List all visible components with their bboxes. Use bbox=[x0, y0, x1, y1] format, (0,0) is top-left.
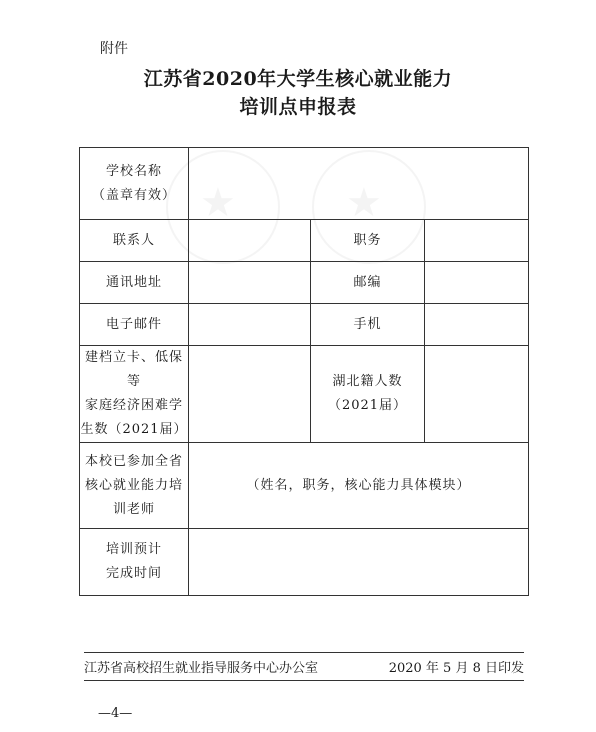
poor-students-field[interactable] bbox=[189, 346, 311, 443]
phone-field[interactable] bbox=[425, 304, 529, 346]
poor-students-label: 建档立卡、低保等 家庭经济困难学 生数（2021届） bbox=[80, 346, 189, 443]
email-field[interactable] bbox=[189, 304, 311, 346]
document-subtitle: 培训点申报表 bbox=[239, 96, 357, 118]
trainers-field[interactable]: （姓名，职务，核心能力具体模块） bbox=[189, 443, 529, 529]
address-label: 通讯地址 bbox=[80, 262, 189, 304]
completion-time-label: 培训预计 完成时间 bbox=[80, 529, 189, 596]
issue-date: 2020 年 5 月 8 日印发 bbox=[388, 661, 524, 676]
school-name-label: 学校名称 （盖章有效） bbox=[80, 148, 189, 220]
issuance-footer bbox=[84, 652, 524, 681]
table-row bbox=[80, 346, 529, 443]
contact-label: 联系人 bbox=[80, 220, 189, 262]
school-name-field[interactable] bbox=[189, 148, 529, 220]
contact-field[interactable] bbox=[189, 220, 311, 262]
postcode-label: 邮编 bbox=[311, 262, 425, 304]
phone-label: 手机 bbox=[311, 304, 425, 346]
hubei-count-label: 湖北籍人数 （2021届） bbox=[311, 346, 425, 443]
page-number: —4— bbox=[98, 706, 133, 721]
table-row bbox=[80, 262, 529, 304]
table-row bbox=[80, 443, 529, 529]
table-row bbox=[80, 148, 529, 220]
hubei-count-field[interactable] bbox=[425, 346, 529, 443]
table-row bbox=[80, 220, 529, 262]
completion-time-field[interactable] bbox=[189, 529, 529, 596]
table-row bbox=[80, 529, 529, 596]
document-title: 江苏省2020年大学生核心就业能力 bbox=[143, 68, 453, 90]
application-form-table bbox=[79, 147, 529, 596]
postcode-field[interactable] bbox=[425, 262, 529, 304]
trainers-label: 本校已参加全省 核心就业能力培 训老师 bbox=[80, 443, 189, 529]
address-field[interactable] bbox=[189, 262, 311, 304]
table-row bbox=[80, 304, 529, 346]
position-field[interactable] bbox=[425, 220, 529, 262]
attachment-label: 附件 bbox=[100, 41, 128, 57]
seal-star-icon: ★ bbox=[346, 180, 382, 226]
seal-star-icon: ★ bbox=[200, 180, 236, 226]
issuing-office: 江苏省高校招生就业指导服务中心办公室 bbox=[84, 661, 319, 676]
position-label: 职务 bbox=[311, 220, 425, 262]
email-label: 电子邮件 bbox=[80, 304, 189, 346]
